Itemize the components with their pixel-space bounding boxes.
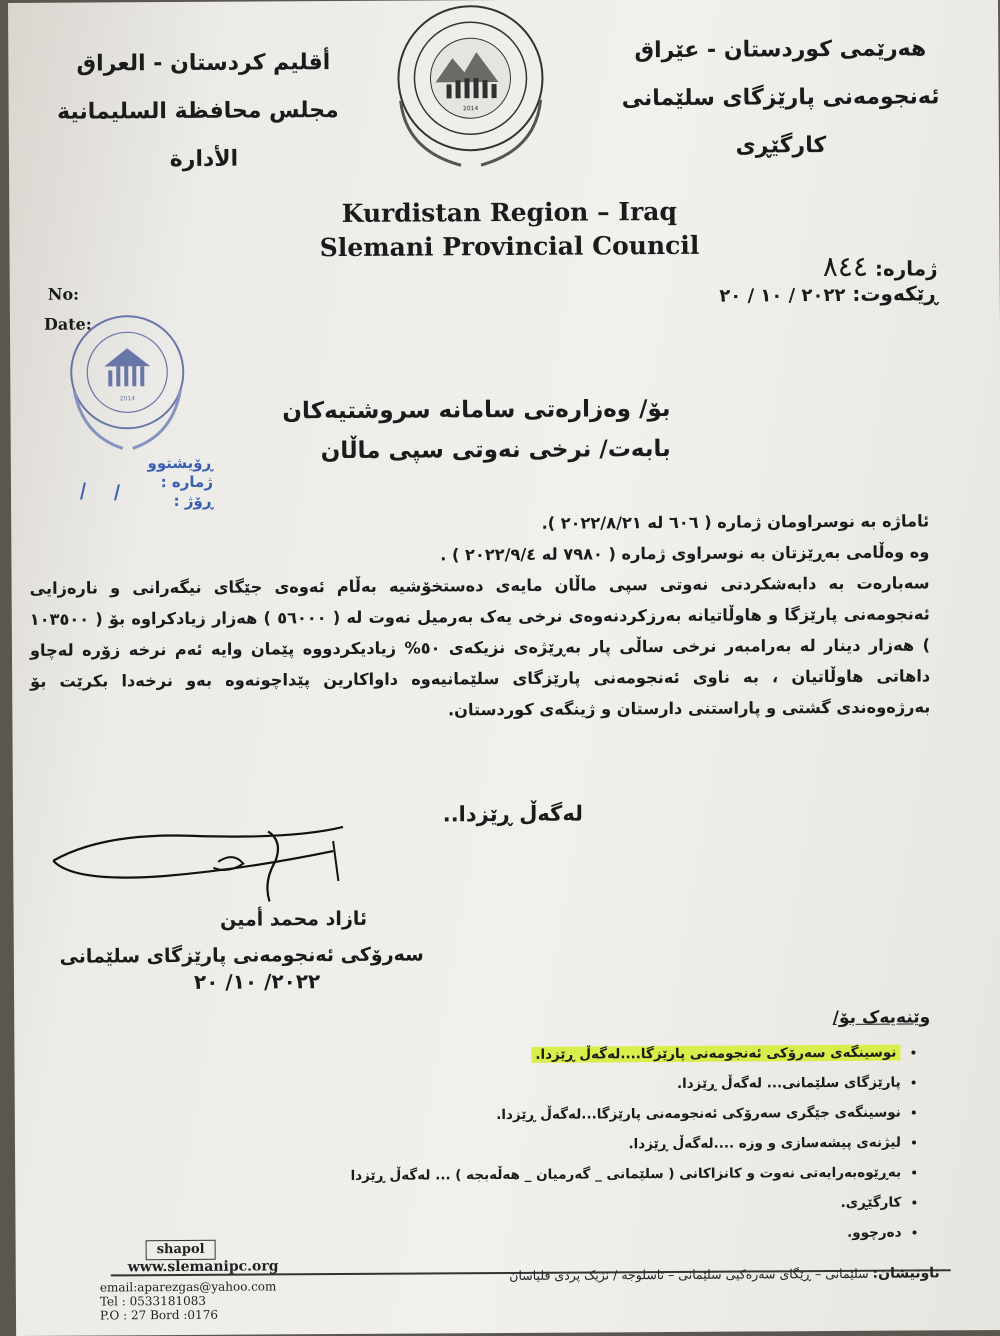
reference-date [705, 281, 938, 306]
header-kurdish-line: کارگێڕی [735, 133, 827, 159]
cc-item: • پارێزگای سلێمانی... لەگەڵ ڕێزدا. [201, 1068, 901, 1102]
header-arabic-block [57, 39, 339, 185]
header-kurdish-line: هەرێمی کوردستان - عێراق [634, 36, 927, 64]
closing-line: لەگەڵ ڕێزدا.. [442, 801, 584, 827]
svg-text:2014: 2014 [463, 105, 479, 113]
footer-tag: shapol [146, 1240, 216, 1260]
date-label: Date: [43, 314, 92, 334]
body-paragraph: ئاماژە بە نوسراومان ژمارە ( ٦٠٦ لە ٢٠٢٢/٨/٢١ ). [541, 511, 930, 533]
signature-date: ٢٠٢٢/ ١٠/ ٢٠ [193, 969, 321, 994]
svg-text:2014: 2014 [119, 395, 136, 403]
signer-name: ئازاد محمد أمین [220, 907, 368, 931]
council-stamp-icon [52, 310, 203, 461]
header-english-line: Slemani Provincial Council [319, 230, 700, 263]
footer-address-label: ناونیشان: [872, 1265, 940, 1282]
signature-icon [43, 821, 374, 913]
footer-website: www.slemanipc.org [127, 1258, 279, 1276]
footer-contact [100, 1279, 277, 1322]
subject-line: بابەت/ نرخی نەوتی سپی ماڵان [320, 435, 671, 465]
cc-item: • لیژنەی پیشەسازی و وزە ....لەگەڵ ڕێزدا. [201, 1128, 901, 1162]
received-stamp [147, 453, 214, 511]
received-stamp-line: ڕۆژ : [173, 491, 214, 511]
reference-number-value: ٨٤٤ [822, 249, 869, 284]
body-paragraph: وە وەڵامی بەڕێزتان بە نوسراوی ژمارە ( ٧٩٨٠ لە ٢٠٢٢/٩/٤ ) . [440, 542, 930, 565]
reference-number-label: ژمارە: [874, 256, 938, 281]
reference-date-value: ٢٠٢٢ / ١٠ / ٢٠ [719, 284, 846, 307]
reference-date-label: ڕێکەوت: [852, 281, 938, 306]
header-arabic-line: أقليم كردستان - العراق [76, 50, 331, 77]
footer-po: P.O : 27 Bord :0176 [99, 1307, 218, 1323]
header-arabic-line: الأدارة [169, 146, 239, 173]
body-paragraph: سەبارەت بە دابەشکردنی نەوتی سپی ماڵان مایەی دەستخۆشیە بەڵام ئەوەی جێگای نیگەرانی و نارەزایی ئەنجومەنی پارێزگا و هاوڵاتیانە بەرزکردنەوەی نرخی یەک بەرمیل نەوت لە ( ٥٦٠٠٠ ) هەزار زیادکراوە بۆ ( ١٠٣٥٠٠ ) هەزار دینار لە بەرامبەر نرخی ساڵی پار بەڕێژەی نزیکەی ٥٠% زیادیکردووە پێمان وایە ئەم نرخە زۆرە لەچاو داهاتی هاوڵاتیان ، بە ناوی ئەنجومەنی پارێزگای سلێمانیەوە داواکارین پێداچونەوە بەو نرخەدا بکرێت بۆ بەرژەوەندی گشتی و پاراستنی دارستان و ژینگەی کوردستان. [29, 573, 931, 720]
header-kurdish-block [610, 25, 951, 171]
header-arabic-line: مجلس محافظة السليمانية [57, 98, 339, 125]
no-label: No: [47, 284, 80, 304]
footer-email: email:aparezgas@yahoo.com [99, 1279, 277, 1295]
reference-number [805, 249, 938, 283]
header-english-block [309, 195, 709, 265]
subject-block [282, 389, 671, 471]
handwritten-mark-icon [71, 474, 151, 504]
cc-item: • نوسینگەی جێگری سەرۆکی ئەنجومەنی پارێزگا...لەگەڵ ڕێزدا. [201, 1098, 901, 1132]
signer-block [59, 901, 424, 975]
header-kurdish-line: ئەنجومەنی پارێزگای سلێمانی [621, 84, 940, 112]
cc-item: • دەرچوو. [201, 1218, 901, 1252]
letter-body [29, 505, 930, 727]
header-english-line: Kurdistan Region – Iraq [341, 196, 677, 228]
cc-item: • کارگێڕی. [201, 1188, 901, 1222]
cc-title: وێنەیەک بۆ/ [832, 1007, 931, 1029]
footer-tel: Tel : 0533181083 [99, 1293, 207, 1309]
council-seal-icon [380, 0, 561, 181]
received-stamp-line: ڕۆیشتوو [147, 453, 213, 473]
cc-list [200, 1037, 923, 1251]
document-page [8, 0, 1000, 1336]
received-stamp-line: ژمارە : [160, 472, 213, 492]
footer-address [509, 1265, 940, 1284]
cc-item [200, 1038, 900, 1072]
cc-item: • بەڕێوەبەرایەتی نەوت و کانزاکانی ( سلێمانی _ گەرمیان _ هەڵەبجە ) ... لەگەڵ ڕێزدا [201, 1158, 901, 1192]
signer-title: سەرۆکی ئەنجومەنی پارێزگای سلێمانی [59, 943, 424, 968]
cc-item-highlighted: نوسینگەی سەرۆکی ئەنجومەنی پارێزگا....لەگەڵ ڕێزدا. [531, 1045, 900, 1063]
recipient-line: بۆ/ وەزارەتی سامانە سروشتیەکان [282, 395, 671, 425]
footer-address-text: سلێمانی – ڕێگای سەرەکیی سلێمانی – تاسلوجە / نزیک پردی قلیاسان [509, 1265, 869, 1283]
